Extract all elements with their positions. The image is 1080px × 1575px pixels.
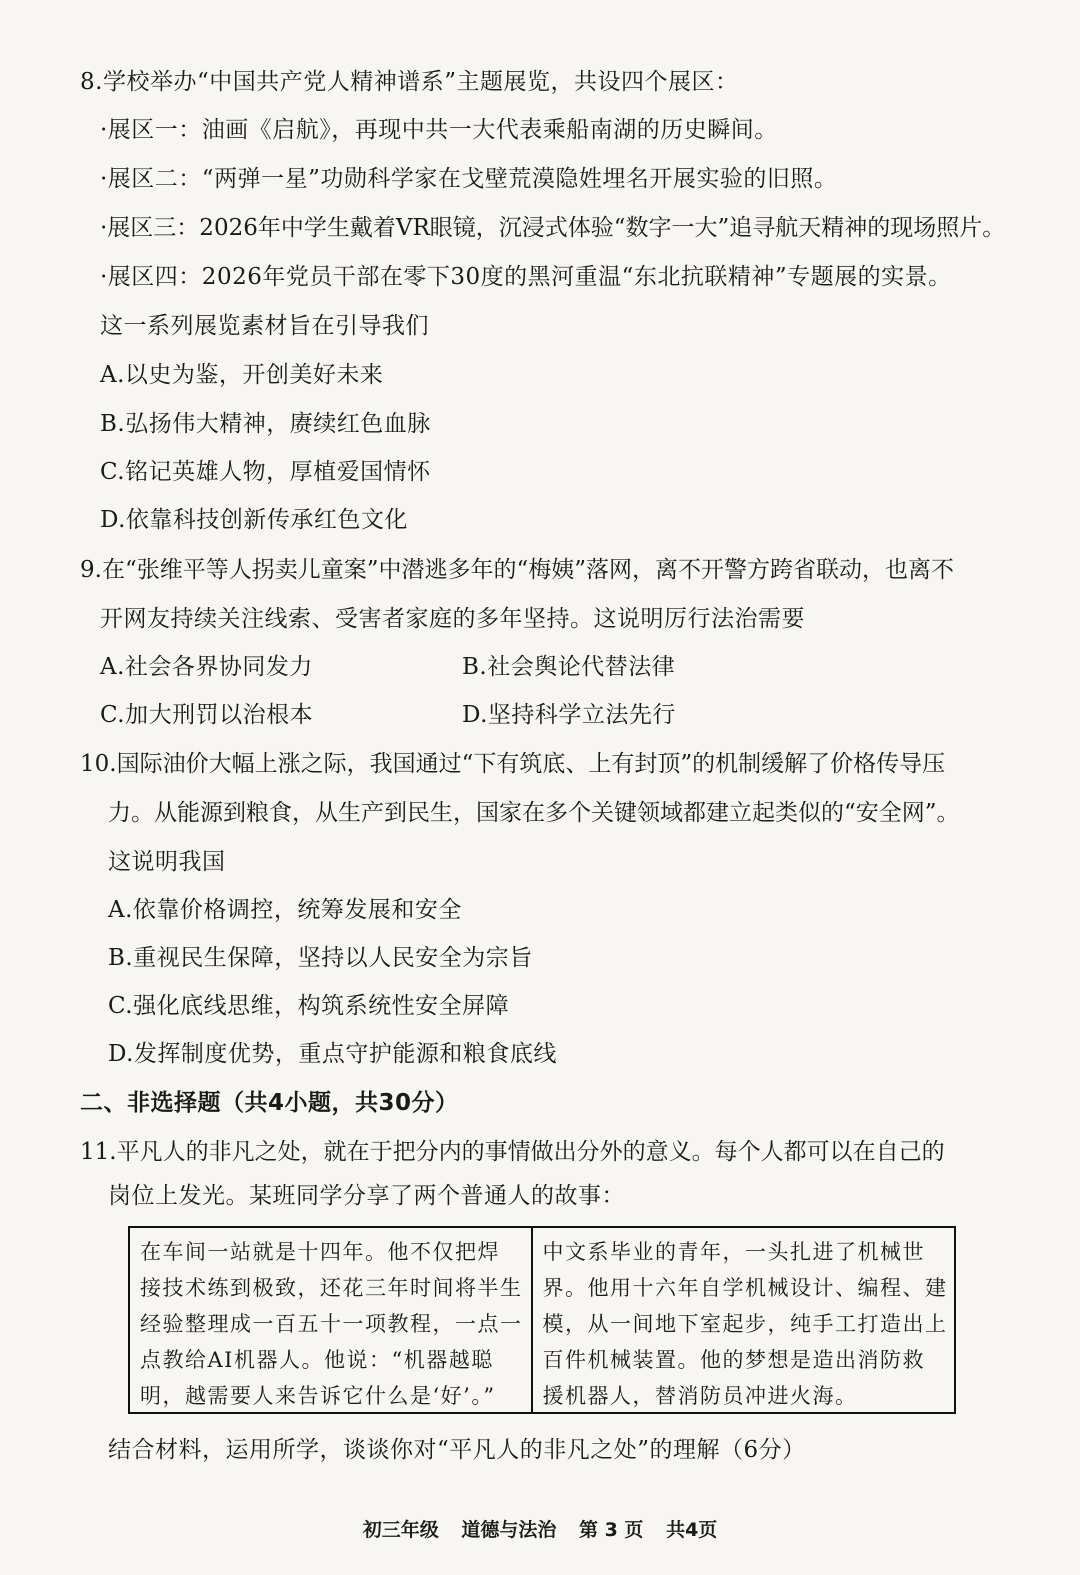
story-right-line: 模，从一间地下室起步，纯手工打造出上 [542,1312,948,1336]
q10-stem-line-1: 10.国际油价大幅上涨之际，我国通过“下有筑底、上有封顶”的机制缓解了价格传导压 [80,751,946,777]
q8-option-d: D.依靠科技创新传承红色文化 [100,507,408,533]
q8-option-b: B.弘扬伟大精神，赓续红色血脉 [100,411,431,437]
story-left-line: 接技术练到极致，还花三年时间将半生 [140,1276,523,1300]
q8-option-a: A.以史为鉴，开创美好未来 [100,362,384,388]
section-2-heading: 二、非选择题（共4小题，共30分） [80,1090,459,1116]
story-left-line: 点教给AI机器人。他说：“机器越聪 [140,1348,494,1372]
story-right-cell [531,1228,956,1412]
story-left-line: 经验整理成一百五十一项教程，一点一 [140,1312,523,1336]
page-footer [0,1515,1080,1542]
footer-total-pages: 共4页 [666,1519,718,1541]
story-table [128,1226,956,1414]
q9-stem-line-2: 开网友持续关注线索、受害者家庭的多年坚持。这说明厉行法治需要 [100,606,805,632]
q8-zone-3: ·展区三：2026年中学生戴着VR眼镜，沉浸式体验“数字一大”追寻航天精神的现场照片。 [100,215,1006,241]
q10-stem-line-3: 这说明我国 [108,849,226,875]
q9-option-a: A.社会各界协同发力 [100,654,313,680]
q9-option-d: D.坚持科学立法先行 [462,702,676,728]
story-left-line: 明，越需要人来告诉它什么是‘好’。” [140,1384,496,1408]
footer-grade: 初三年级 [362,1519,439,1541]
story-left-line: 在车间一站就是十四年。他不仅把焊 [140,1240,500,1264]
q8-zone-2: ·展区二：“两弹一星”功勋科学家在戈壁荒漠隐姓埋名开展实验的旧照。 [100,166,838,192]
q11-stem-line-2: 岗位上发光。某班同学分享了两个普通人的故事： [108,1183,625,1209]
q8-zone-1: ·展区一：油画《启航》，再现中共一大代表乘船南湖的历史瞬间。 [100,117,778,143]
q10-option-a: A.依靠价格调控，统筹发展和安全 [108,897,462,923]
story-right-line: 援机器人，替消防员冲进火海。 [542,1384,858,1408]
footer-subject: 道德与法治 [461,1519,557,1541]
q11-stem-line-1: 11.平凡人的非凡之处，就在于把分内的事情做出分外的意义。每个人都可以在自己的 [80,1139,945,1165]
q10-option-d: D.发挥制度优势，重点守护能源和粮食底线 [108,1041,557,1067]
footer-page-number: 第 3 页 [578,1519,644,1541]
q8-stem: 8.学校举办“中国共产党人精神谱系”主题展览，共设四个展区： [80,69,739,95]
q11-prompt: 结合材料，运用所学，谈谈你对“平凡人的非凡之处”的理解（6分） [108,1437,806,1463]
q9-option-b: B.社会舆论代替法律 [462,654,676,680]
q10-option-c: C.强化底线思维，构筑系统性安全屏障 [108,993,510,1019]
q8-option-c: C.铭记英雄人物，厚植爱国情怀 [100,459,431,485]
story-right-line: 中文系毕业的青年，一头扎进了机械世 [542,1240,925,1264]
story-right-line: 界。他用十六年自学机械设计、编程、建 [542,1276,948,1300]
q9-stem-line-1: 9.在“张维平等人拐卖儿童案”中潜逃多年的“梅姨”落网，离不开警方跨省联动，也离不 [80,557,954,583]
story-right-line: 百件机械装置。他的梦想是造出消防救 [542,1348,925,1372]
q10-option-b: B.重视民生保障，坚持以人民安全为宗旨 [108,945,533,971]
q9-option-c: C.加大刑罚以治根本 [100,702,314,728]
q10-stem-line-2: 力。从能源到粮食，从生产到民生，国家在多个关键领域都建立起类似的“安全网”。 [108,800,960,826]
q8-zone-4: ·展区四：2026年党员干部在零下30度的黑河重温“东北抗联精神”专题展的实景。 [100,264,952,290]
story-left-cell [130,1228,531,1412]
q8-question: 这一系列展览素材旨在引导我们 [100,313,429,339]
